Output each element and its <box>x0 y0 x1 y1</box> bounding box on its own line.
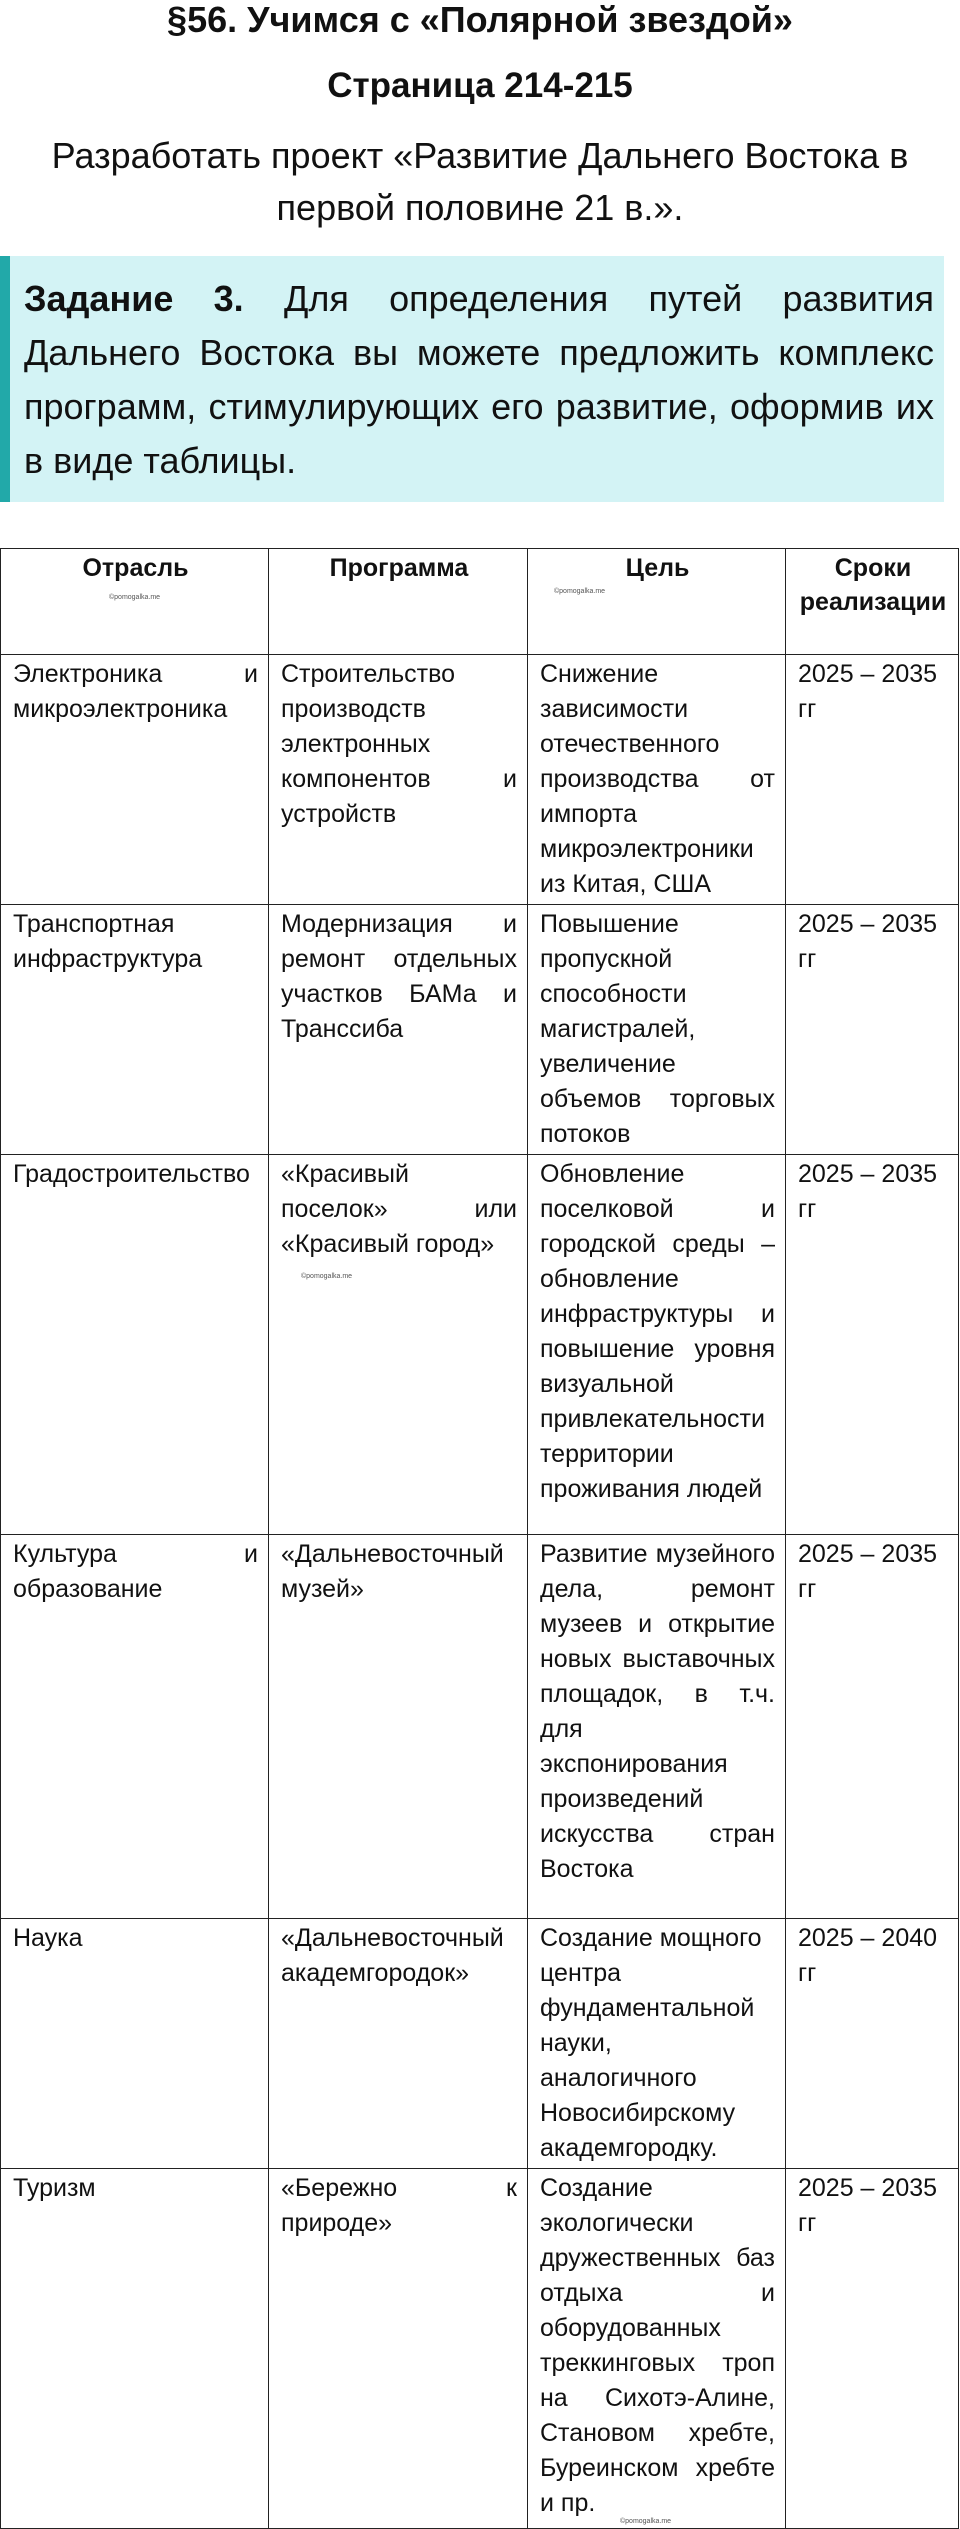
table-row <box>1 655 959 905</box>
cell-term: 2025 – 2035 гг <box>786 1535 959 1919</box>
watermark-text: ©pomogalka.me <box>620 2518 672 2525</box>
cell-program <box>269 1155 528 1535</box>
header-term-label: Сроки реализации <box>799 554 947 616</box>
cell-goal: Повышение пропускной способности магистралей, увеличение объемов торговых потоков <box>528 905 786 1155</box>
cell-goal <box>528 2169 786 2529</box>
page-numbers: Страница 214-215 <box>327 66 633 105</box>
programs-table <box>0 548 959 2529</box>
table-row <box>1 2169 959 2529</box>
task-paragraph <box>24 272 934 488</box>
cell-sector: Культура и образование <box>1 1535 269 1919</box>
header-term <box>786 549 959 655</box>
header-sector <box>1 549 269 655</box>
cell-goal-text: Создание экологически дружественных баз отдыха и оборудованных треккинговых троп на Сихотэ-Алине, Становом хребте, Буреинском хребте и пр. <box>540 2174 775 2517</box>
cell-sector: Наука <box>1 1919 269 2169</box>
cell-sector: Транспортная инфраструктура <box>1 905 269 1155</box>
task-text: Для определения путей развития Дальнего Востока вы можете предложить комплекс программ, стимулирующих его развитие, оформив их в виде таблицы. <box>24 278 935 481</box>
header-sector-label: Отрасль <box>82 554 189 582</box>
cell-term: 2025 – 2040 гг <box>786 1919 959 2169</box>
cell-program: Модернизация и ремонт отдельных участков БАМа и Транссиба <box>269 905 528 1155</box>
header-goal-label: Цель <box>625 554 690 582</box>
project-statement: Разработать проект «Развитие Дальнего Востока в первой половине 21 в.». <box>51 135 909 228</box>
cell-term: 2025 – 2035 гг <box>786 1155 959 1535</box>
cell-program: «Дальневосточный музей» <box>269 1535 528 1919</box>
cell-program: Строительство производств электронных компонентов и устройств <box>269 655 528 905</box>
cell-goal: Снижение зависимости отечественного производства от импорта микроэлектроники из Китая, США <box>528 655 786 905</box>
cell-term: 2025 – 2035 гг <box>786 655 959 905</box>
page-title: §56. Учимся с «Полярной звездой» <box>167 0 793 40</box>
header-goal <box>528 549 786 655</box>
cell-program: «Дальневосточный академгородок» <box>269 1919 528 2169</box>
cell-sector: Туризм <box>1 2169 269 2529</box>
cell-goal: Обновление поселковой и городской среды – обновление инфраструктуры и повышение уровня визуальной привлекательности территории проживания людей <box>528 1155 786 1535</box>
cell-goal: Создание мощного центра фундаментальной науки, аналогичного Новосибирскому академгородку. <box>528 1919 786 2169</box>
cell-program-text: «Красивый поселок» или «Красивый город» <box>281 1160 517 1258</box>
table-row <box>1 1535 959 1919</box>
task-label: Задание 3. <box>24 278 244 319</box>
watermark-text: ©pomogalka.me <box>301 1273 353 1280</box>
cell-sector: Градостроительство <box>1 1155 269 1535</box>
table-row <box>1 905 959 1155</box>
header-program-label: Программа <box>329 554 469 582</box>
watermark-text: ©pomogalka.me <box>109 594 161 601</box>
table-header-row <box>1 549 959 655</box>
cell-goal: Развитие музейного дела, ремонт музеев и открытие новых выставочных площадок, в т.ч. для экспонирования произведений искусства стран Востока <box>528 1535 786 1919</box>
cell-term: 2025 – 2035 гг <box>786 2169 959 2529</box>
cell-term: 2025 – 2035 гг <box>786 905 959 1155</box>
cell-sector: Электроника и микроэлектроника <box>1 655 269 905</box>
cell-program: «Бережно к природе» <box>269 2169 528 2529</box>
table-row <box>1 1155 959 1535</box>
watermark-text: ©pomogalka.me <box>554 588 606 595</box>
task-callout <box>0 256 944 502</box>
header-program <box>269 549 528 655</box>
table-row <box>1 1919 959 2169</box>
